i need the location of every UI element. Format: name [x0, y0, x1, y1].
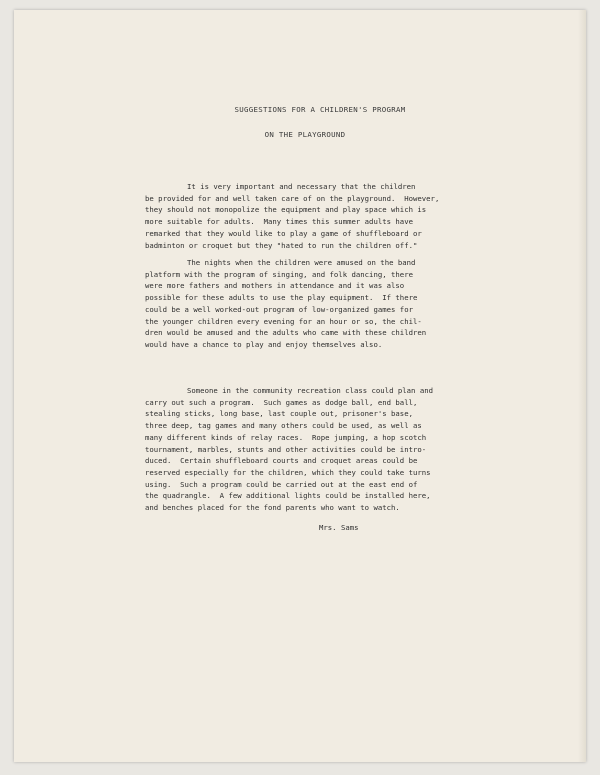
text-line: badminton or croquet but they "hated to run the children off."	[145, 240, 418, 250]
text-line: many different kinds of relay races. Rope jumping, a hop scotch	[145, 432, 427, 442]
text-line: platform with the program of singing, and folk dancing, there	[145, 269, 413, 279]
text-line: be provided for and well taken care of on the playground. However,	[145, 193, 440, 203]
text-line: remarked that they would like to play a game of shuffleboard or	[145, 228, 422, 238]
text-line: It is very important and necessary that the children	[187, 182, 416, 191]
paragraph-1	[145, 181, 525, 251]
text-line: would have a chance to play and enjoy themselves also.	[145, 339, 383, 349]
text-line: The nights when the children were amused on the band	[187, 258, 416, 267]
text-line: three deep, tag games and many others could be used, as well as	[145, 421, 422, 431]
text-line: and benches placed for the fond parents who want to watch.	[145, 503, 400, 513]
text-line: they should not monopolize the equipment and play space which is	[145, 205, 427, 215]
text-line: reserved especially for the children, which they could take turns	[145, 467, 431, 477]
text-line: possible for these adults to use the play equipment. If there	[145, 293, 418, 303]
text-line: dren would be amused and the adults who came with these children	[145, 328, 427, 338]
text-line: stealing sticks, long base, last couple out, prisoner's base,	[145, 409, 413, 419]
text-line: duced. Certain shuffleboard courts and croquet areas could be	[145, 456, 418, 466]
text-line: could be a well worked-out program of low-organized games for	[145, 304, 413, 314]
paragraph-3	[145, 385, 525, 514]
paragraph-2	[145, 257, 525, 351]
document-title-line-1: SUGGESTIONS FOR A CHILDREN'S PROGRAM	[234, 105, 406, 114]
text-line: tournament, marbles, stunts and other activities could be intro-	[145, 444, 427, 454]
text-line: the quadrangle. A few additional lights could be installed here,	[145, 491, 431, 501]
text-line: the younger children every evening for an hour or so, the chil-	[145, 316, 422, 326]
typed-page	[14, 10, 586, 762]
signature: Mrs. Sams	[319, 523, 359, 532]
text-line: more suitable for adults. Many times this summer adults have	[145, 217, 413, 227]
document-title-line-2: ON THE PLAYGROUND	[264, 130, 346, 139]
text-line: carry out such a program. Such games as dodge ball, end ball,	[145, 397, 418, 407]
text-line: Someone in the community recreation class could plan and	[187, 386, 434, 395]
text-line: were more fathers and mothers in attendance and it was also	[145, 281, 405, 291]
text-line: using. Such a program could be carried out at the east end of	[145, 479, 418, 489]
